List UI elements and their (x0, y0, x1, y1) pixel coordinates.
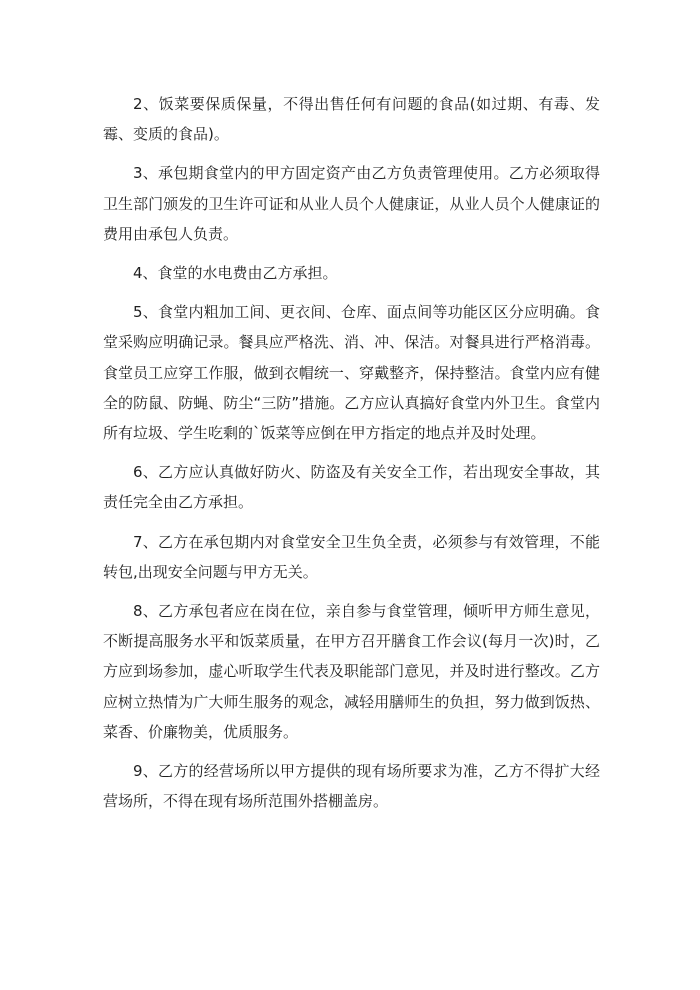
paragraph-8: 8、乙方承包者应在岗在位，亲自参与食堂管理，倾听甲方师生意见，不断提高服务水平和饭菜质量，在甲方召开膳食工作会议(每月一次)时，乙方应到场参加，虚心听取学生代表及职能部门意见，并及时进行整改。乙方应树立热情为广大师生服务的观念，减轻用膳师生的负担，努力做到饭热、菜香、价廉物美，优质服务。 (103, 602, 600, 741)
paragraph-9: 9、乙方的经营场所以甲方提供的现有场所要求为准，乙方不得扩大经营场所，不得在现有场所范围外搭棚盖房。 (103, 762, 600, 811)
paragraph-4: 4、食堂的水电费由乙方承担。 (133, 264, 338, 283)
paragraph-2: 2、饭菜要保质保量，不得出售任何有问题的食品(如过期、有毒、发霉、变质的食品)。 (103, 95, 600, 144)
paragraph-3: 3、承包期食堂内的甲方固定资产由乙方负责管理使用。乙方必须取得卫生部门颁发的卫生许可证和从业人员个人健康证，从业人员个人健康证的费用由承包人负责。 (103, 164, 600, 243)
paragraph-6: 6、乙方应认真做好防火、防盗及有关安全工作，若出现安全事故，其责任完全由乙方承担。 (103, 463, 600, 512)
document-body (103, 89, 600, 825)
paragraph-7: 7、乙方在承包期内对食堂安全卫生负全责，必须参与有效管理，不能转包,出现安全问题与甲方无关。 (103, 532, 600, 581)
paragraph-5: 5、食堂内粗加工间、更衣间、仓库、面点间等功能区区分应明确。食堂采购应明确记录。餐具应严格洗、消、冲、保洁。对餐具进行严格消毒。食堂员工应穿工作服，做到衣帽统一、穿戴整齐，保持整洁。食堂内应有健全的防鼠、防蝇、防尘“三防”措施。乙方应认真搞好食堂内外卫生。食堂内所有垃圾、学生吃剩的`饭菜等应倒在甲方指定的地点并及时处理。 (103, 303, 600, 443)
